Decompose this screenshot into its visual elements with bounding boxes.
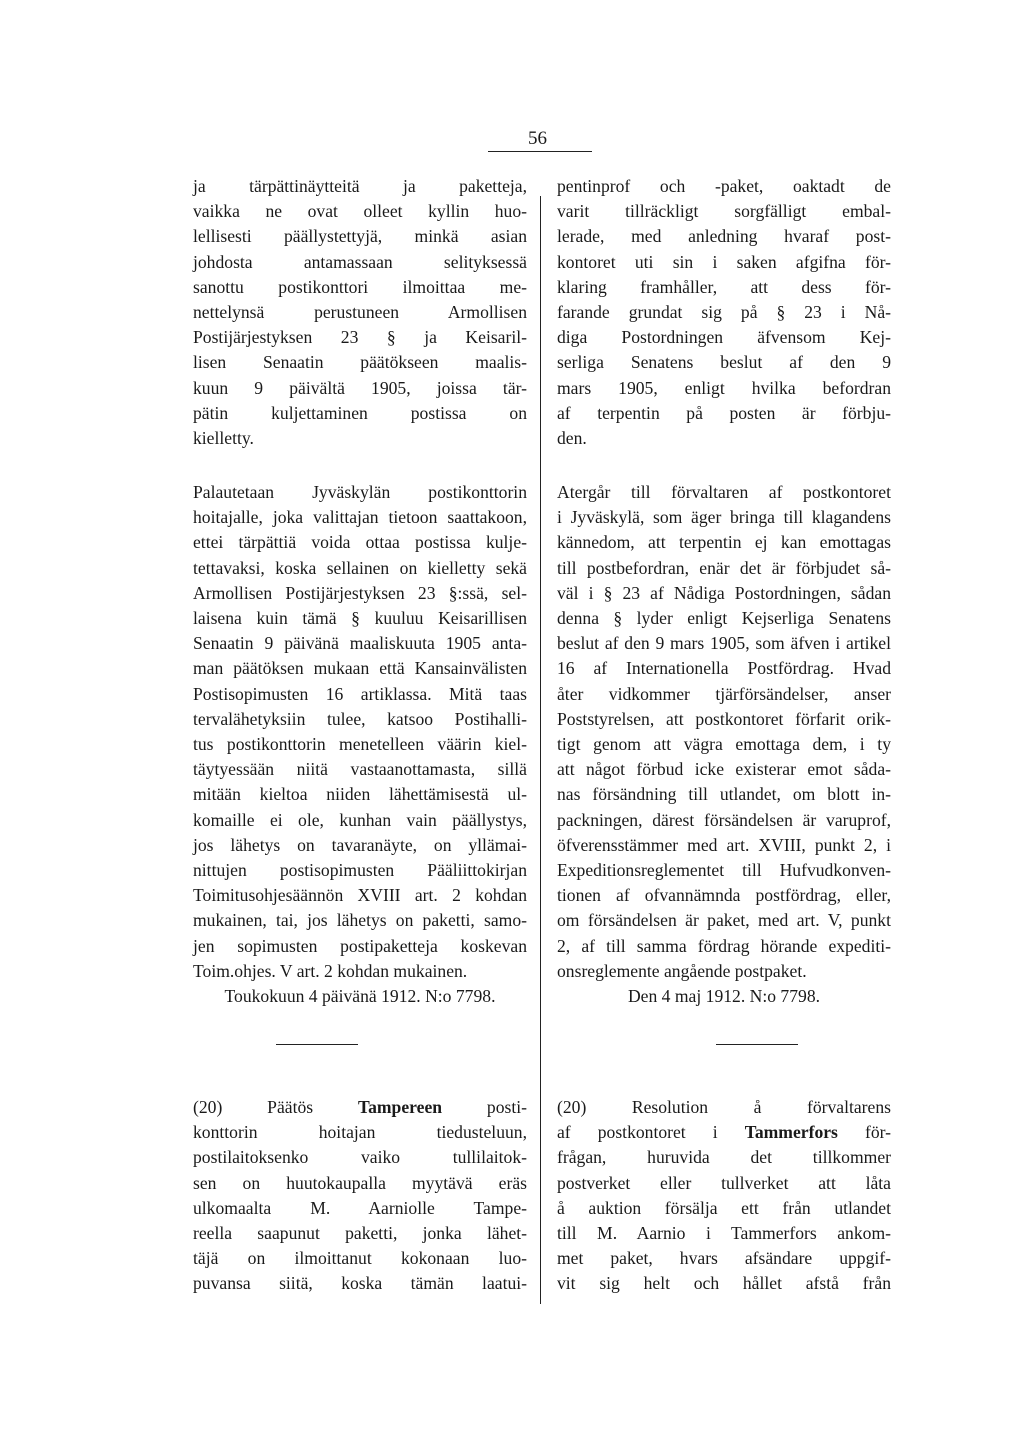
text-line: postverket eller tullverket att låta bbox=[557, 1172, 891, 1193]
text-line: Palautetaan Jyväskylän postikonttorin bbox=[193, 482, 527, 502]
section-separator-left bbox=[276, 1044, 358, 1045]
text-line: lisen Senaatin päätökseen maalis- bbox=[193, 352, 527, 373]
text-line: beslut af den 9 mars 1905, som äfven i artikel bbox=[557, 633, 891, 654]
text-line: ja tärpättinäytteitä ja paketteja, bbox=[193, 176, 527, 196]
text-line: jen sopimusten postipaketteja koskevan bbox=[193, 935, 527, 956]
text-line: klaring framhåller, att dess för- bbox=[557, 276, 891, 297]
text-line: kännedom, att terpentin ej kan emottagas bbox=[557, 532, 891, 553]
text-line: packningen, därest försändelsen är varuprof, bbox=[557, 809, 891, 830]
text-line: nas försändning till utlandet, om blott in- bbox=[557, 784, 891, 805]
swedish-column-section-2 bbox=[557, 480, 891, 1009]
text-line: Toimitusohjesäännön XVIII art. 2 kohdan bbox=[193, 885, 527, 906]
text-line: af terpentin på posten är förbju- bbox=[557, 402, 891, 423]
text-line: met paket, hvars afsändare uppgif- bbox=[557, 1248, 891, 1269]
swedish-column-section-3 bbox=[557, 1095, 891, 1297]
text-line: hoitajalle, joka valittajan tietoon saattakoon, bbox=[193, 507, 527, 528]
text-line: Den 4 maj 1912. N:o 7798. bbox=[627, 986, 821, 1007]
text-line: mitään kieltoa niiden lähettämisestä ul- bbox=[193, 784, 527, 805]
text-line: att något förbud icke existerar emot såda- bbox=[557, 759, 891, 780]
text-line: pentinprof och -paket, oaktadt de bbox=[557, 176, 891, 196]
text-line: Poststyrelsen, att postkontoret förfarit orik- bbox=[557, 708, 891, 729]
text-line: Postijärjestyksen 23 § ja Keisaril- bbox=[193, 327, 527, 348]
text-line: laisena kuin tämä § kuuluu Keisarillisen bbox=[193, 608, 527, 629]
column-divider bbox=[540, 196, 541, 1304]
text-line: i Jyväskylä, som äger bringa till klagandens bbox=[557, 507, 891, 528]
text-line: kielletty. bbox=[193, 428, 254, 449]
text-line: Atergår till förvaltaren af postkontoret bbox=[557, 482, 891, 502]
swedish-column-section-1 bbox=[557, 174, 891, 451]
text-line: denna § lyder enligt Kejserliga Senatens bbox=[557, 608, 891, 629]
text-line: Toim.ohjes. V art. 2 kohdan mukainen. bbox=[193, 960, 468, 981]
text-line: ulkomaalta M. Aarniolle Tampe- bbox=[193, 1197, 527, 1218]
text-line: af postkontoret i Tammerfors för- bbox=[557, 1122, 891, 1143]
text-line: Armollisen Postijärjestyksen 23 §:ssä, sel- bbox=[193, 582, 527, 603]
text-line: pätin kuljettaminen postissa on bbox=[193, 402, 527, 423]
text-line: Senaatin 9 päivänä maaliskuuta 1905 anta- bbox=[193, 633, 527, 654]
place-name-emphasis: Tampereen bbox=[357, 1097, 443, 1117]
text-line: farande grundat sig på § 23 i Nå- bbox=[557, 302, 891, 323]
text-line: sanottu postikonttori ilmoittaa me- bbox=[193, 276, 527, 297]
text-line: diga Postordningen äfvensom Kej- bbox=[557, 327, 891, 348]
text-line: tionen af ofvannämnda postfördrag, eller, bbox=[557, 885, 891, 906]
text-line: tus postikonttorin menetelleen väärin kiel- bbox=[193, 734, 527, 755]
finnish-column-section-3 bbox=[193, 1095, 527, 1297]
finnish-column-section-2 bbox=[193, 480, 527, 1009]
text-line: johdosta antamassaan selityksessä bbox=[193, 251, 527, 272]
finnish-column-section-1 bbox=[193, 174, 527, 451]
text-line: kontoret uti sin i saken afgifna för- bbox=[557, 251, 891, 272]
text-line: nittujen postisopimusten Pääliittokirjan bbox=[193, 860, 527, 881]
text-line: å auktion försälja ett från utlandet bbox=[557, 1197, 891, 1218]
text-line: täytyessään niitä vastaanottamasta, sillä bbox=[193, 759, 527, 780]
text-line: jos lähetys on tavaranäyte, on yllämai- bbox=[193, 834, 527, 855]
text-line: öfverensstämmer med art. XVIII, punkt 2, i bbox=[557, 834, 891, 855]
text-line: vaikka ne ovat olleet kyllin huo- bbox=[193, 201, 527, 222]
text-line: tettavaksi, koska sellainen on kielletty sekä bbox=[193, 557, 527, 578]
text-line: om försändelsen är paket, med art. V, punkt bbox=[557, 910, 891, 931]
text-line: konttorin hoitajan tiedusteluun, bbox=[193, 1122, 527, 1143]
text-line: postilaitoksenko vaiko tullilaitok- bbox=[193, 1147, 527, 1168]
text-line: täjä on ilmoittanut kokonaan luo- bbox=[193, 1248, 527, 1269]
text-line: (20) Päätös Tampereen posti- bbox=[193, 1097, 527, 1117]
text-line: onsreglemente angående postpaket. bbox=[557, 960, 807, 981]
text-line: tigt genom att vägra emottaga dem, i ty bbox=[557, 734, 891, 755]
page-number-rule bbox=[488, 151, 592, 152]
text-line: sen on huutokaupalla myytävä eräs bbox=[193, 1172, 527, 1193]
text-line: den. bbox=[557, 428, 587, 449]
text-line: tervalähetyksiin tulee, katsoo Postihalli- bbox=[193, 708, 527, 729]
text-line: väl i § 23 af Nådiga Postordningen, sådan bbox=[557, 582, 891, 603]
text-line: varit tillräckligt sorgfälligt embal- bbox=[557, 201, 891, 222]
text-line: frågan, huruvida det tillkommer bbox=[557, 1147, 891, 1168]
text-line: Postisopimusten 16 artiklassa. Mitä taas bbox=[193, 683, 527, 704]
text-line: lellisesti päällystettyjä, minkä asian bbox=[193, 226, 527, 247]
text-line: mukainen, tai, jos lähetys on paketti, samo- bbox=[193, 910, 527, 931]
text-line: vit sig helt och hållet afstå från bbox=[557, 1273, 891, 1294]
text-line: 2, af till samma fördrag hörande expediti- bbox=[557, 935, 891, 956]
section-separator-right bbox=[716, 1044, 798, 1045]
text-line: till postbefordran, enär det är förbjudet så- bbox=[557, 557, 891, 578]
text-line: ettei tärpättiä voida ottaa postissa kulje- bbox=[193, 532, 527, 553]
text-line: reella saapunut paketti, jonka lähet- bbox=[193, 1223, 527, 1244]
text-line: nettelynsä perustuneen Armollisen bbox=[193, 302, 527, 323]
place-name-emphasis: Tammerfors bbox=[744, 1122, 838, 1143]
text-line: serliga Senatens beslut af den 9 bbox=[557, 352, 891, 373]
text-line: puvansa siitä, koska tämän laatui- bbox=[193, 1273, 527, 1294]
text-line: till M. Aarnio i Tammerfors ankom- bbox=[557, 1223, 891, 1244]
text-line: 16 af Internationella Postfördrag. Hvad bbox=[557, 658, 891, 679]
text-line: lerade, med anledning hvaraf post- bbox=[557, 226, 891, 247]
text-line: mars 1905, enligt hvilka befordran bbox=[557, 377, 891, 398]
text-line: (20) Resolution å förvaltarens bbox=[557, 1097, 891, 1117]
text-line: åter vidkommer tjärförsändelser, anser bbox=[557, 683, 891, 704]
page-number: 56 bbox=[528, 128, 547, 149]
text-line: Expeditionsreglementet till Hufvudkonven- bbox=[557, 860, 891, 881]
text-line: Toukokuun 4 päivänä 1912. N:o 7798. bbox=[224, 986, 496, 1007]
text-line: komaille ei ole, kunhan vain päällystys, bbox=[193, 809, 527, 830]
text-line: man päätöksen mukaan että Kansainvälisten bbox=[193, 658, 527, 679]
text-line: kuun 9 päivältä 1905, joissa tär- bbox=[193, 377, 527, 398]
